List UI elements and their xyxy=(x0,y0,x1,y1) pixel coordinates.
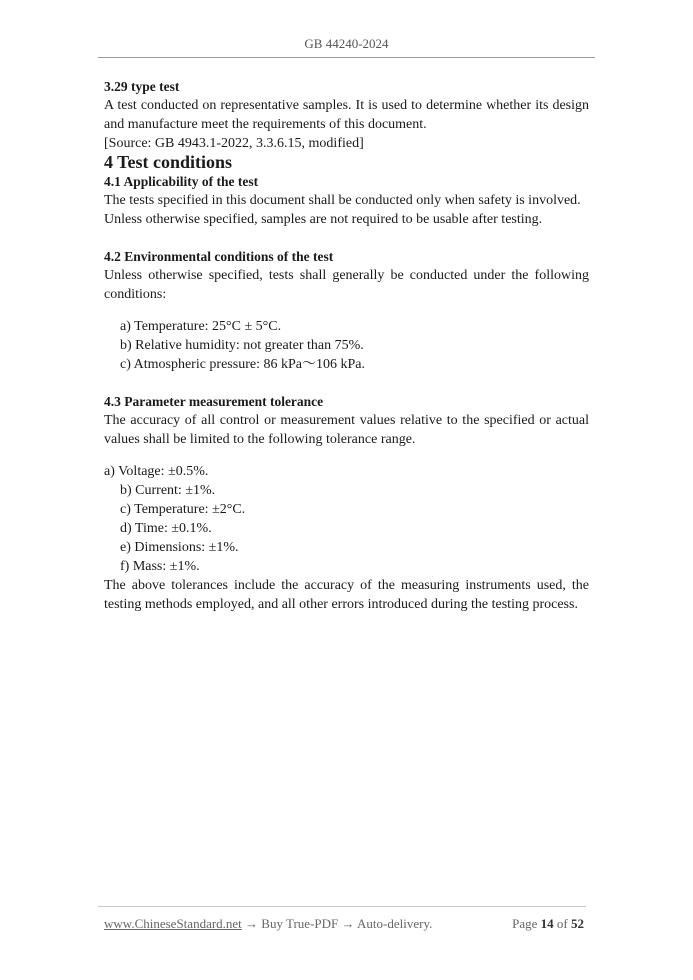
list-item: f) Mass: ±1%. xyxy=(120,559,200,574)
subsection-heading-4-3: 4.3 Parameter measurement tolerance xyxy=(104,394,324,409)
page-indicator xyxy=(512,916,584,932)
list-item: a) Temperature: 25°C ± 5°C. xyxy=(120,319,282,334)
page-of-label: of xyxy=(556,916,568,931)
header-divider xyxy=(98,57,595,58)
definition-source: [Source: GB 4943.1-2022, 3.3.6.15, modified] xyxy=(104,136,364,151)
running-header: GB 44240-2024 xyxy=(304,36,389,51)
list-item: a) Voltage: ±0.5%. xyxy=(104,464,209,479)
paragraph: The above tolerances include the accuracy of the measuring instruments used, the testing methods employed, and all other errors introduced during the testing process. xyxy=(104,578,589,612)
list-item: e) Dimensions: ±1%. xyxy=(120,540,239,555)
list-item: c) Atmospheric pressure: 86 kPa～106 kPa. xyxy=(120,357,365,372)
page-label: Page xyxy=(512,916,538,931)
paragraph: The accuracy of all control or measurement values relative to the specified or actual values shall be limited to the following tolerance range. xyxy=(104,413,589,447)
document-body xyxy=(104,77,589,614)
footer-promo xyxy=(104,916,432,932)
paragraph: Unless otherwise specified, samples are not required to be usable after testing. xyxy=(104,212,543,227)
list-item: d) Time: ±0.1%. xyxy=(120,521,212,536)
footer-promo-text: → Buy True-PDF → Auto-delivery. xyxy=(245,916,433,931)
definition-text: A test conducted on representative samples. It is used to determine whether its design and manufacture meet the requirements of this document. xyxy=(104,98,589,132)
subsection-heading-4-2: 4.2 Environmental conditions of the test xyxy=(104,249,334,264)
list-item: b) Relative humidity: not greater than 75%. xyxy=(120,338,364,353)
page-total: 52 xyxy=(571,916,584,931)
page-current: 14 xyxy=(540,916,554,931)
list-item: b) Current: ±1%. xyxy=(120,483,216,498)
website-link[interactable]: www.ChineseStandard.net xyxy=(104,916,242,931)
definition-heading: 3.29 type test xyxy=(104,79,180,94)
footer-divider xyxy=(98,906,586,907)
list-item: c) Temperature: ±2°C. xyxy=(120,502,246,517)
subsection-heading-4-1: 4.1 Applicability of the test xyxy=(104,174,259,189)
paragraph: Unless otherwise specified, tests shall generally be conducted under the following conditions: xyxy=(104,268,589,302)
paragraph: The tests specified in this document shall be conducted only when safety is involved. xyxy=(104,193,581,208)
section-heading: 4 Test conditions xyxy=(104,152,233,172)
